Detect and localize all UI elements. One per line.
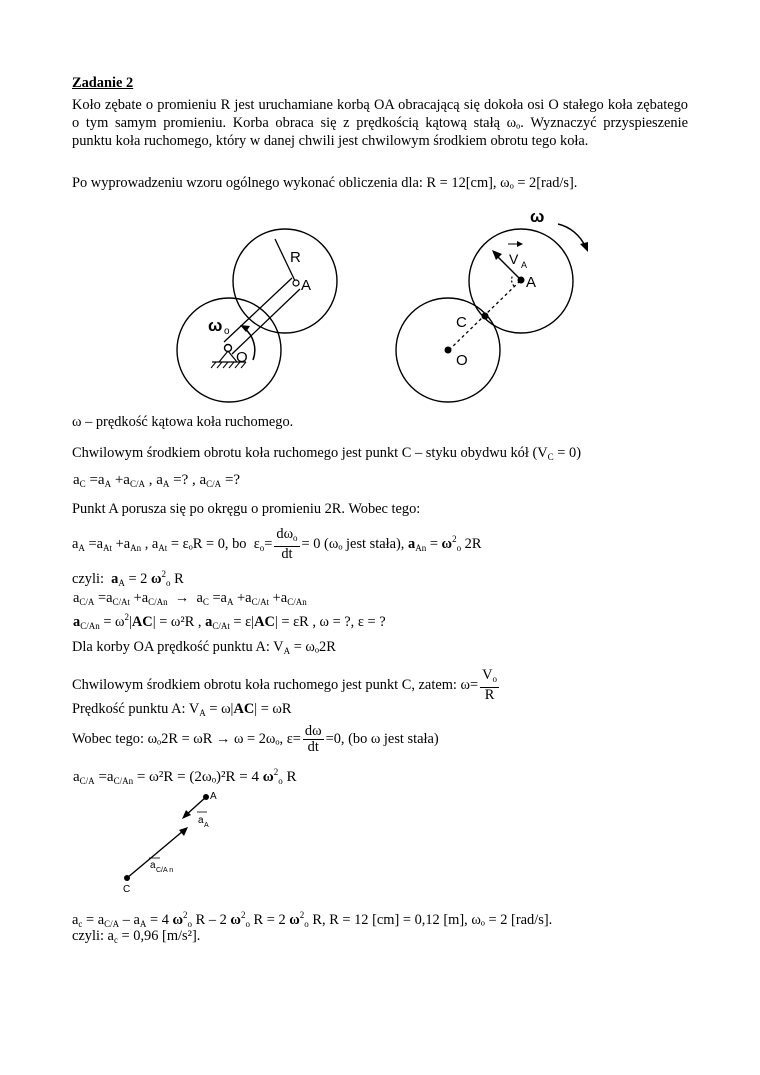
label-C: C — [456, 314, 467, 331]
omega-definition: ω – prędkość kątowa koła ruchomego. — [72, 414, 294, 430]
label-omega-o: ω — [208, 316, 223, 335]
label-O: O — [236, 349, 248, 366]
svg-text:A: A — [204, 822, 209, 829]
label-O2: O — [456, 352, 468, 369]
svg-text:C/A n: C/A n — [156, 867, 174, 874]
problem-data-line: Po wyprowadzeniu wzoru ogólnego wykonać obliczenia dla: R = 12[cm], ωₒ = 2[rad/s]. — [72, 175, 578, 191]
eq-ac-sum: $a_C =a_A +a_{C/A}$ , $a_A$ =? , $a_{C/A}$ =? — [73, 472, 241, 489]
crank-velocity: Dla korby OA prędkość punktu A: $V_A = \omega_o2R$ — [72, 639, 336, 656]
vec-point-C — [124, 875, 130, 881]
icr-line: Chwilowym środkiem obrotu koła ruchomego jest punkt C – styku obydwu kół $(V_C = 0)$ — [72, 445, 581, 462]
eq-aCAn: $a_{C/An} = \omega^2|AC| = \omega^2R$ , $a_{C/At} = \varepsilon|AC| = \varepsilon R$ , ω = ?, ε = ? — [73, 612, 386, 631]
label-omega: ω — [530, 207, 545, 226]
vec-point-A — [203, 794, 209, 800]
vec-label-aCA: a — [150, 860, 156, 871]
vec-label-A: A — [210, 791, 217, 802]
label-R: R — [290, 249, 301, 266]
page-title: Zadanie 2 — [72, 75, 134, 91]
problem-paragraph: Koło zębate o promieniu R jest uruchamiane korbą OA obracającą się dokoła osi O stałego koła zębatego o tym samym promieniu. Korba obraca się z prędkością kątową stałą ωₒ. Wyznaczyć przyspieszenie punktu koła ruchomego, który w danej chwili jest chwilowym środkiem obrotu tego koła. — [72, 97, 688, 149]
circle-motion-line: Punkt A porusza się po okręgu o promieniu 2R. Wobec tego: — [72, 501, 421, 517]
eq-aCA-components: $a_{C/A} =a_{C/At} +a_{C/An} \to a_C =a_A +a_{C/At} +a_{C/An}$ — [73, 590, 307, 607]
label-V-sub: A — [521, 260, 528, 270]
eq-aA-components: $a_A =a_{At} +a_{An}$ , $a_{At} = \varepsilon_oR = 0$, bo $\varepsilon_o=$ $\frac{d\omega_o}{dt}$ = 0 (ωₒ jest stała), $a_{An} = \omega^2_o$ 2R — [72, 526, 482, 562]
label-A2: A — [526, 274, 537, 291]
eq-aCA-result: $a_{C/A} =a_{C/An} = \omega^2R = (2\omega_o)^2R = 4$ $\omega^2_o$ R — [73, 767, 297, 786]
label-V: V — [509, 251, 519, 267]
velocity-A-line: Prędkość punktu A: $V_A = \omega|AC| = \omega R$ — [72, 701, 292, 718]
czyli-aA: czyli: $a_A = 2$ $\omega^2_o$ R — [72, 569, 184, 588]
vec-label-C: C — [123, 884, 131, 895]
label-A: A — [301, 277, 312, 294]
answer-line: czyli: $a_c = 0,96$ [m/s²]. — [72, 928, 201, 945]
final-ac: $a_c = a_{C/A} - a_A = 4$ $\omega^2_o$ R – 2 $\omega^2_o$ R = 2 $\omega^2_o$ R, R = 12 [cm] = 0,12 [m], ωₒ = 2 [rad/s]. — [72, 910, 553, 929]
label-omega-o-sub: o — [224, 326, 230, 337]
wobec-line: Wobec tego: ωₒ2R = ωR → ω = 2ωₒ, ε= $\frac{d\omega}{dt}$ =0, (bo ω jest stała) — [72, 723, 439, 755]
vec-label-aA: a — [198, 815, 204, 826]
icr-omega: Chwilowym środkiem obrotu koła ruchomego jest punkt C, zatem: ω= $\frac{V_o}{R}$ — [72, 667, 497, 703]
